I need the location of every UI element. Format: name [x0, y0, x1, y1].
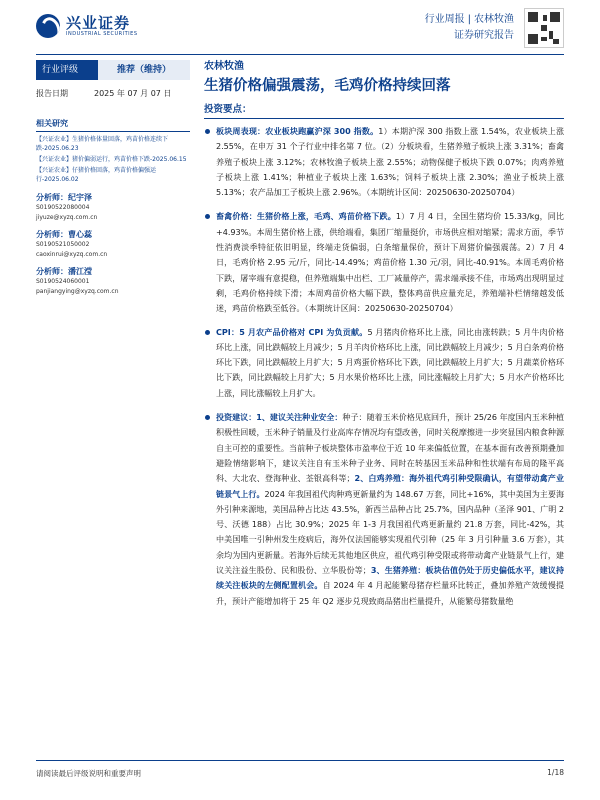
sector-tag: 农林牧渔 [474, 14, 514, 25]
report-title: 生猪价格偏强震荡，毛鸡价格持续回落 [204, 78, 451, 94]
analyst-email[interactable]: jiyuze@xyzq.com.cn [36, 214, 98, 221]
analyst-cert: S0190521050002 [36, 241, 90, 248]
rating-row [36, 60, 190, 80]
related-research-link[interactable]: 【兴证农业】生猪价格体量回落，鸡苗价格连续下跌-2025.06.23 [36, 136, 169, 152]
key-point-investment-advice [204, 410, 564, 609]
rating-label: 行业评级 [36, 60, 98, 80]
analyst-card [36, 229, 190, 260]
key-points-divider [204, 118, 564, 119]
key-point-heading: 畜禽价格：生猪价格上涨，毛鸡、鸡苗价格下跌。 [216, 212, 396, 222]
rating-value: 推荐（维持） [98, 60, 190, 80]
logo-name-en: INDUSTRIAL SECURITIES [66, 30, 138, 37]
report-type: 行业周报 [424, 14, 465, 25]
logo-name-cn: 兴业证券 [66, 13, 131, 32]
date-value: 2025 年 07 月 07 日 [94, 89, 172, 98]
key-points-title: 投资要点： [204, 104, 252, 115]
analyst-name: 分析师：潘江滢 [36, 267, 92, 276]
qr-code-icon [524, 8, 564, 48]
key-point-livestock-prices [204, 209, 564, 316]
analyst-email[interactable]: caoxinrui@xyzq.com.cn [36, 251, 108, 258]
related-research-link[interactable]: 【兴证农业】仔猪价格回落，鸡苗价格偏强运行-2025.06.02 [36, 167, 157, 183]
key-point-body: 2024 年我国祖代肉种鸡更新量约为 148.67 万套，同比+16%，其中美国为主要海外引种来源地，美国品种占比达 43.5%，新西兰品种占比 25.7%，国内品种（圣泽 901、广明 2 号、沃德 188）占比 30.9%；2025 年 1-3 月我国祖代鸡更新量约 21.8 万套，同比-42%，其中美国唯一引种州发生疫病后，海外仅法国能够实现祖代引种（25 年 3 月引种量 3.6 万套），其余均为国内更新量。若海外后续无其他地区供应，祖代鸡引种受限或将带动禽产业链景气上行，建议关注益生股份、民和股份、立华股份等； [216, 489, 565, 576]
date-label: 报告日期 [36, 89, 68, 98]
analyst-cert: S0190524060001 [36, 278, 90, 285]
analyst-cert: S0190522080004 [36, 204, 90, 211]
related-research-title: 相关研究 [36, 118, 190, 132]
analyst-name: 分析师：曹心蕊 [36, 230, 92, 239]
key-point-heading: 板块周表现：农业板块跑赢沪深 300 指数。 [216, 127, 379, 136]
key-point-subheading: 2、白鸡养殖：海外祖代鸡引种受限确认，有望带动禽产业链景气上行。 [216, 474, 564, 499]
analyst-card [36, 266, 190, 297]
analyst-card [36, 192, 190, 223]
footer-divider [36, 760, 564, 761]
key-point-body: 1）本期沪深 300 指数上涨 1.54%，农业板块上涨 2.55%，在申万 31 个子行业中排名第 7 位。（2）分板块看，生猪养殖子板块上涨 3.31%；畜禽养殖子板块上涨 3.12%；农林牧渔子板块上涨 2.55%；动物保健子板块下跌 0.07%；肉鸡养殖子板块上涨 1.41%；种植业子板块上涨 1.63%；饲料子板块上涨 2.30%；渔业子板块上涨 5.13%；农产品加工子板块上涨 2.96%。（本期统计区间：20250630-20250704） [216, 127, 564, 198]
key-point-heading: 投资建议：1、建议关注种业安全： [216, 413, 343, 423]
sector-label: 农林牧渔 [204, 61, 244, 72]
page-header: 兴业证券 INDUSTRIAL SECURITIES 行业周报 | 农林牧渔 证券研究报告 [0, 0, 600, 52]
report-date-row [36, 88, 190, 100]
key-point-subheading: 3、生猪养殖：板块估值仍处于历史偏低水平，建议持续关注板块的左侧配置机会。 [216, 566, 565, 591]
analyst-name: 分析师：纪宇泽 [36, 193, 92, 202]
header-divider [36, 54, 564, 55]
analyst-list [36, 192, 190, 297]
related-research-list [36, 135, 190, 184]
related-research-link[interactable]: 【兴证农业】猪价偏弱运行，鸡苗价格下跌-2025.06.15 [36, 156, 187, 163]
company-logo [36, 14, 138, 38]
department-label: 证券研究报告 [454, 30, 514, 41]
sidebar [36, 60, 190, 297]
key-point-heading: CPI：5 月农产品价格对 CPI 为负贡献。 [216, 327, 368, 337]
key-point-cpi [204, 325, 564, 401]
key-point-body: 自 2024 年 4 月起能繁母猪存栏量环比转正，叠加养殖产效缓慢提升，预计产能增加将于 25 年 Q2 逐步兑现致商品猪出栏量提升，从能繁母猪数量绝 [216, 581, 564, 606]
main-content [204, 60, 564, 609]
key-point-sector-performance [204, 124, 564, 200]
key-point-body: 种子：随着玉米价格见底回升，预计 25/26 年度国内玉米种植积极性回暖，玉米种子销量及行业高库存情况均有望改善，同时关税摩擦进一步突显国内粮食种源自主可控的重要性。当前种子板块整体市盈率位于近 10 年来偏低位置，在基本面有改善预期叠加避险情绪影响下，建议关注自有玉米种子业务、同时在转基因玉米品种和性状端有布局的隆平高科、大北农、登海种业、荃银高科等； [216, 413, 564, 484]
footer-disclaimer: 请阅读最后评级说明和重要声明 [36, 769, 141, 778]
logo-mark-icon [36, 14, 60, 38]
analyst-email[interactable]: panjiangying@xyzq.com.cn [36, 288, 119, 295]
key-point-body: 1）7 月 4 日，全国生猪均价 15.33/kg，同比+4.93%。本周生猪价格上涨，供给端看，集团厂缩量挺价，市场供应相对缩紧；需求方面，季节性消费淡季特征依旧明显，终端走货偏弱，白条缩量保价，预计下周猪价偏强震荡。2）7 月 4 日，毛鸡价格 2.95 元/斤，同比-14.49%；鸡苗价格 1.30 元/羽，同比-40.91%。本周毛鸡价格下跌，屠宰端有意提稳，但养殖端集中出栏、工厂减量停产，需求端承接不佳，市场鸡出现明显过剩，毛鸡价格持续下滑；本周鸡苗价格大幅下跌，整体鸡苗供应量充足，养殖端补栏情绪越发低迷，鸡苗价格跌至低谷。（本期统计区间：20250630-20250704） [216, 212, 564, 314]
key-point-body: 5 月猪肉价格环比上涨，同比由涨转跌；5 月牛肉价格环比上涨，同比跌幅较上月减少；5 月羊肉价格环比上涨，同比跌幅较上月减少；5 月白条鸡价格环比下跌，同比跌幅较上月扩大；5 月鸡蛋价格环比下跌，同比跌幅较上月扩大；5 月蔬菜价格环比下跌，同比跌幅较上月扩大；5 月水果价格环比上涨，同比涨幅较上月扩大；5 月水产价格环比上涨，同比涨幅较上月扩大。 [216, 327, 564, 398]
page-number: 1/18 [547, 768, 564, 777]
